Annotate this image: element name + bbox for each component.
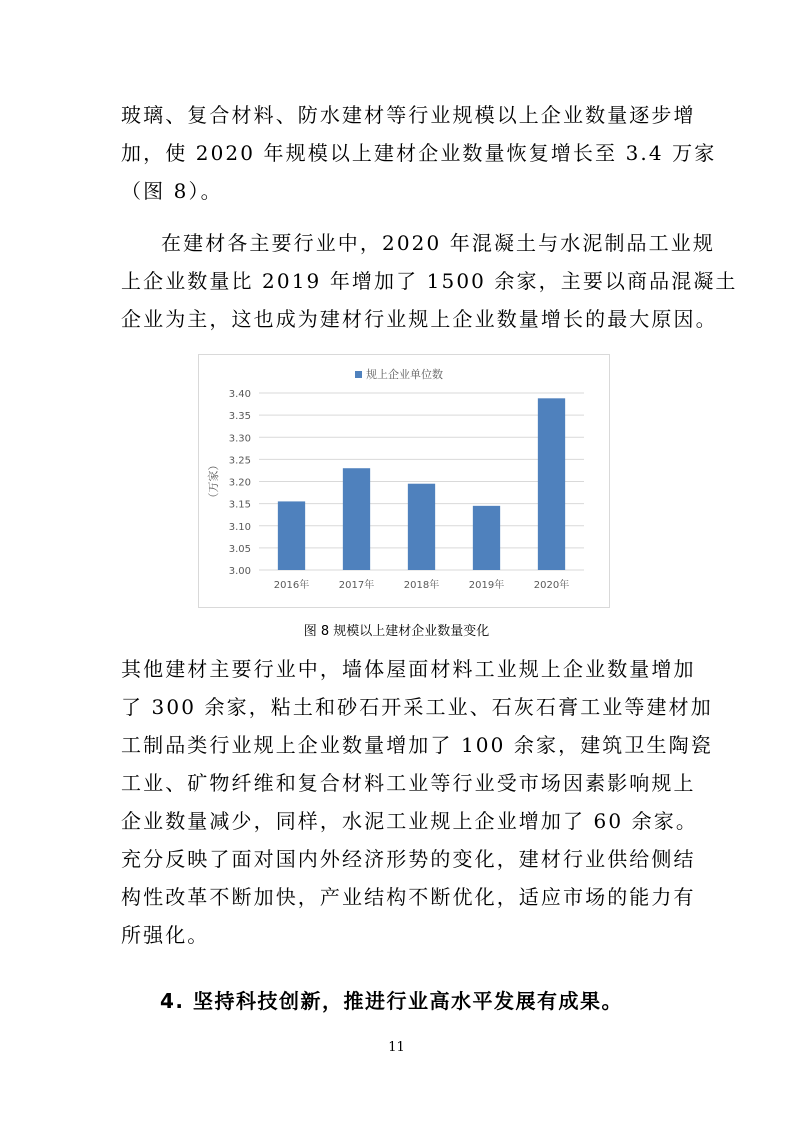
- bar: [538, 398, 565, 570]
- y-tick-label: 3.20: [228, 477, 251, 489]
- bar: [473, 506, 500, 570]
- text-line: 上企业数量比 2019 年增加了 1500 余家，主要以商品混凝土: [121, 269, 738, 293]
- y-tick-label: 3.00: [228, 566, 251, 577]
- y-tick-label: 3.15: [228, 499, 251, 511]
- page-number: 11: [388, 1040, 405, 1055]
- text-line: 充分反映了面对国内外经济形势的变化，建材行业供给侧结: [121, 847, 696, 871]
- figure-chart: [198, 354, 610, 608]
- y-tick-label: 3.10: [228, 521, 251, 533]
- text-line: 了 300 余家，粘土和砂石开采工业、石灰石膏工业等建材加: [121, 695, 713, 719]
- bar-chart: [199, 355, 609, 607]
- bar: [343, 468, 370, 570]
- text-line: 构性改革不断加快，产业结构不断优化，适应市场的能力有: [121, 885, 696, 909]
- bar: [408, 484, 435, 570]
- figure-caption: 图 8 规模以上建材企业数量变化: [303, 624, 490, 639]
- text-line: 其他建材主要行业中，墙体屋面材料工业规上企业数量增加: [121, 657, 696, 681]
- text-line: 加，使 2020 年规模以上建材企业数量恢复增长至 3.4 万家: [121, 141, 717, 165]
- x-tick-label: 2016年: [273, 580, 310, 591]
- y-tick-label: 3.30: [228, 433, 251, 445]
- y-tick-label: 3.05: [228, 543, 251, 555]
- paragraph-3: [121, 650, 713, 954]
- legend-swatch: [355, 371, 362, 378]
- text-line: 企业数量减少，同样，水泥工业规上企业增加了 60 余家。: [121, 809, 698, 833]
- text-line: 在建材各主要行业中，2020 年混凝土与水泥制品工业规: [161, 231, 715, 255]
- x-tick-label: 2017年: [338, 580, 375, 591]
- y-axis-label: （万家）: [207, 459, 220, 504]
- x-tick-label: 2020年: [533, 580, 570, 591]
- text-line: 玻璃、复合材料、防水建材等行业规模以上企业数量逐步增: [121, 103, 696, 127]
- x-tick-label: 2018年: [403, 580, 440, 591]
- legend-label: 规上企业单位数: [366, 368, 443, 381]
- paragraph-1: [121, 96, 717, 210]
- paragraph-2: [121, 224, 738, 338]
- section-heading: 4. 坚持科技创新，推进行业高水平发展有成果。: [160, 989, 623, 1013]
- text-line: （图 8）。: [121, 179, 223, 203]
- y-tick-label: 3.40: [228, 389, 251, 400]
- x-tick-label: 2019年: [468, 580, 505, 591]
- text-line: 工业、矿物纤维和复合材料工业等行业受市场因素影响规上: [121, 771, 696, 795]
- y-tick-label: 3.25: [228, 455, 251, 467]
- text-line: 所强化。: [121, 923, 210, 947]
- y-tick-label: 3.35: [228, 411, 251, 423]
- bar: [278, 501, 305, 570]
- text-line: 工制品类行业规上企业数量增加了 100 余家，建筑卫生陶瓷: [121, 733, 713, 757]
- text-line: 企业为主，这也成为建材行业规上企业数量增长的最大原因。: [121, 307, 718, 331]
